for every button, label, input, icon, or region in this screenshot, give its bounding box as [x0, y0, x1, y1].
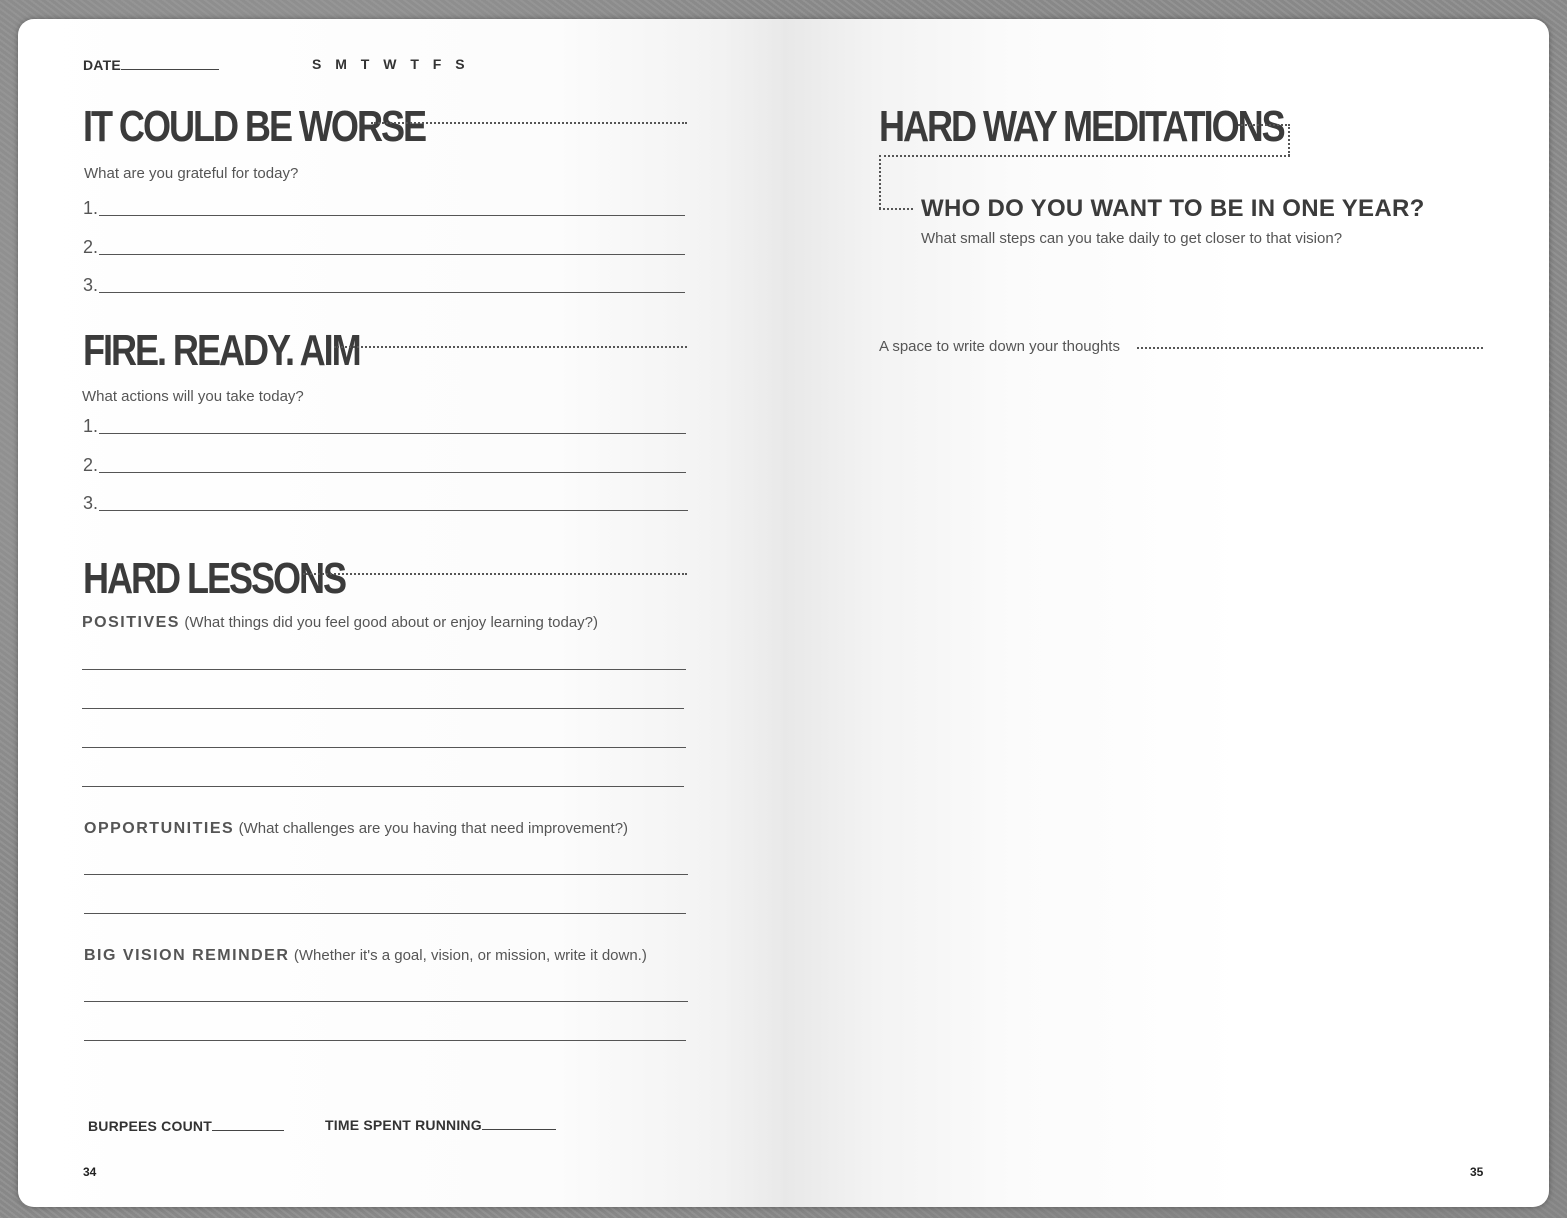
dotted-divider: [303, 573, 687, 575]
left-page: [18, 19, 783, 1207]
dotted-divider: [334, 346, 687, 348]
one-year-question: WHO DO YOU WANT TO BE IN ONE YEAR?: [921, 195, 1425, 222]
action-line-2[interactable]: [99, 472, 686, 473]
section-title-meditations: HARD WAY MEDITATIONS: [879, 102, 1284, 151]
action-item-1-number: 1.: [83, 416, 99, 436]
action-line-1[interactable]: [99, 433, 686, 434]
journal-spread: [18, 19, 1549, 1207]
thoughts-dotted-line: [1137, 347, 1483, 349]
page-number-right: 35: [1470, 1165, 1484, 1179]
opportunities-note: (What challenges are you having that need improvement?): [238, 820, 629, 837]
action-item-3-number: 3.: [83, 493, 99, 513]
positives-line-1[interactable]: [82, 669, 686, 670]
dotted-connector: [879, 155, 1290, 157]
dotted-divider: [371, 122, 687, 124]
vision-note: (Whether it's a goal, vision, or mission, write it down.): [293, 947, 647, 964]
thoughts-label: A space to write down your thoughts: [879, 338, 1120, 355]
vision-heading: [84, 947, 647, 965]
dotted-connector: [879, 208, 913, 210]
positives-note: (What things did you feel good about or enjoy learning today?): [184, 614, 599, 631]
burpees-line[interactable]: [212, 1130, 284, 1131]
dotted-connector: [1238, 124, 1290, 126]
vision-label: BIG VISION REMINDER: [84, 947, 290, 964]
date-label: DATE: [83, 57, 121, 73]
right-page: [783, 19, 1549, 1207]
section-title-fire: FIRE. READY. AIM: [83, 326, 360, 375]
section-title-lessons: HARD LESSONS: [83, 554, 346, 603]
burpees-field[interactable]: [88, 1118, 284, 1134]
dotted-connector: [879, 155, 881, 209]
weekday-selector[interactable]: S M T W T F S: [312, 56, 466, 72]
running-label: TIME SPENT RUNNING: [325, 1117, 482, 1133]
thoughts-writing-area[interactable]: [879, 364, 1483, 1124]
vision-line-1[interactable]: [84, 1001, 688, 1002]
dotted-connector: [1288, 124, 1290, 156]
grateful-line-1[interactable]: [99, 215, 685, 216]
running-line[interactable]: [482, 1129, 556, 1130]
date-line[interactable]: [121, 69, 219, 70]
grateful-prompt: What are you grateful for today?: [84, 165, 299, 182]
one-year-prompt: What small steps can you take daily to get closer to that vision?: [921, 230, 1343, 247]
burpees-label: BURPEES COUNT: [88, 1118, 212, 1134]
grateful-line-3[interactable]: [99, 292, 685, 293]
grateful-line-2[interactable]: [99, 254, 685, 255]
positives-label: POSITIVES: [82, 614, 180, 631]
vision-line-2[interactable]: [84, 1040, 686, 1041]
opportunities-line-1[interactable]: [84, 874, 688, 875]
running-field[interactable]: [325, 1117, 556, 1133]
positives-line-4[interactable]: [82, 786, 684, 787]
opportunities-label: OPPORTUNITIES: [84, 820, 235, 837]
grateful-item-2-number: 2.: [83, 237, 99, 257]
positives-line-3[interactable]: [82, 747, 686, 748]
positives-heading: [82, 614, 598, 632]
action-line-3[interactable]: [99, 510, 688, 511]
opportunities-line-2[interactable]: [84, 913, 686, 914]
date-field[interactable]: [83, 57, 219, 73]
actions-prompt: What actions will you take today?: [82, 388, 304, 405]
action-item-2-number: 2.: [83, 455, 99, 475]
section-title-worse: IT COULD BE WORSE: [83, 102, 425, 151]
page-number-left: 34: [83, 1165, 97, 1179]
grateful-item-1-number: 1.: [83, 198, 99, 218]
positives-line-2[interactable]: [82, 708, 684, 709]
grateful-item-3-number: 3.: [83, 275, 99, 295]
opportunities-heading: [84, 820, 628, 838]
